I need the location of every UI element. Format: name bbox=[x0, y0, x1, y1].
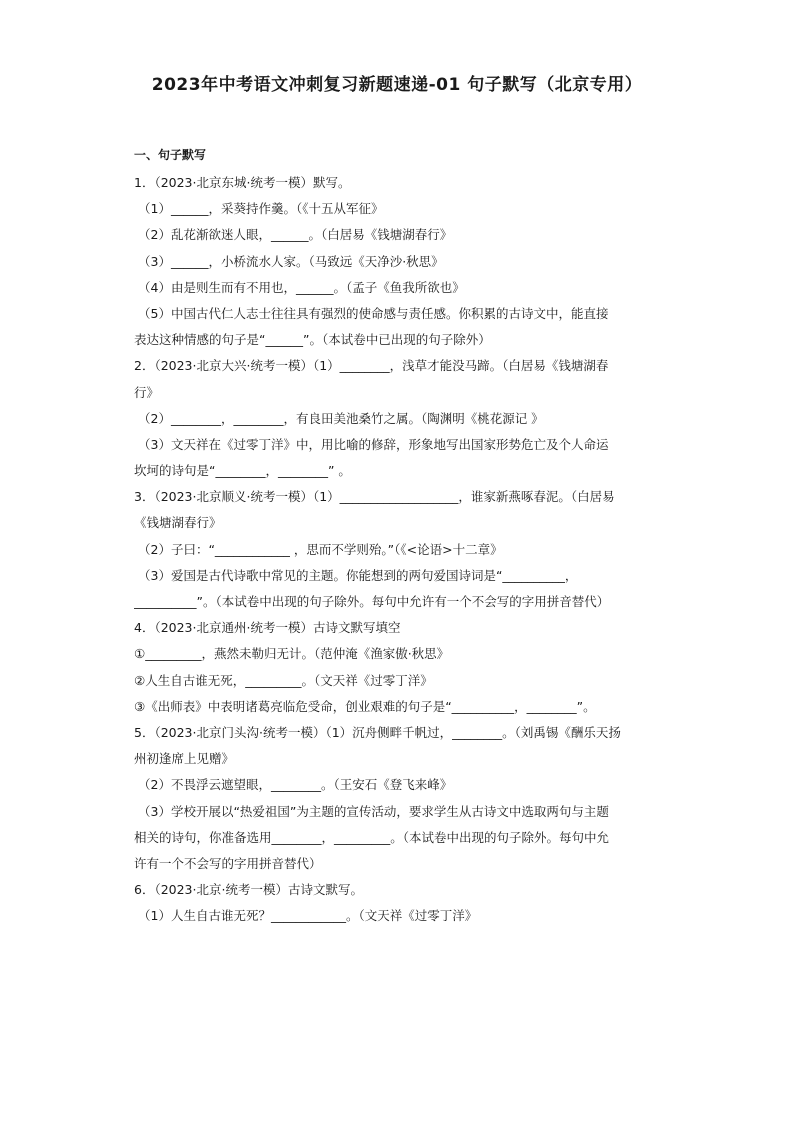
text-line: （3）文天祥在《过零丁洋》中，用比喻的修辞，形象地写出国家形势危亡及个人命运 bbox=[138, 436, 609, 452]
text-line: 2．（2023·北京大兴·统考一模）（1）________，浅草才能没马蹄。（白居易《钱塘湖春 bbox=[134, 358, 609, 374]
text-line: ②人生自古谁无死，_________。（文天祥《过零丁洋》 bbox=[134, 672, 433, 688]
text-line: （2）________，________，有良田美池桑竹之属。（陶渊明《桃花源记 》 bbox=[138, 410, 544, 426]
text-line: 相关的诗句，你准备选用________，_________。（本试卷中出现的句子除外。每句中允 bbox=[134, 829, 610, 845]
text-line: 州初逢席上见赠》 bbox=[134, 751, 235, 767]
text-line: ①_________，燕然未勒归无计。（范仲淹《渔家傲·秋思》 bbox=[134, 646, 450, 662]
text-line: （5）中国古代仁人志士往往具有强烈的使命感与责任感。你积累的古诗文中，能直接 bbox=[138, 305, 609, 321]
text-line: 5．（2023·北京门头沟·统考一模）（1）沉舟侧畔千帆过，________。（刘禹锡《酬乐天扬 bbox=[134, 724, 621, 740]
document-title: 2023年中考语文冲刺复习新题速递-01 句子默写（北京专用） bbox=[151, 75, 643, 95]
text-line: （3）学校开展以“热爱祖国”为主题的宣传活动，要求学生从古诗文中选取两句与主题 bbox=[138, 803, 609, 819]
text-line: 表达这种情感的句子是“______”。（本试卷中已出现的句子除外） bbox=[134, 332, 491, 348]
text-line: 1．（2023·北京东城·统考一模）默写。 bbox=[134, 175, 351, 190]
text-line: （4）由是则生而有不用也，______。（孟子《鱼我所欲也》 bbox=[138, 279, 465, 295]
text-line: 《钱塘湖春行》 bbox=[134, 515, 222, 531]
text-line: ③《出师表》中表明诸葛亮临危受命，创业艰难的句子是“__________，________”。 bbox=[134, 698, 596, 714]
text-line: （1）人生自古谁无死？____________。（文天祥《过零丁洋》 bbox=[138, 908, 478, 924]
text-line: （2）不畏浮云遮望眼，________。（王安石《登飞来峰》 bbox=[138, 777, 453, 793]
section-heading: 一、句子默写 bbox=[134, 148, 207, 162]
text-line: （2）子曰：“____________ ，思而不学则殆。”（《<论语>十二章》 bbox=[138, 541, 503, 557]
text-line: 6．（2023·北京·统考一模）古诗文默写。 bbox=[134, 882, 363, 898]
question-list bbox=[134, 170, 664, 929]
text-line: 3．（2023·北京顺义·统考一模）（1）___________________，谁家新燕啄春泥。（白居易 bbox=[134, 489, 615, 505]
text-line: （3）爱国是古代诗歌中常见的主题。你能想到的两句爱国诗词是“__________， bbox=[138, 567, 578, 583]
text-line: 4．（2023·北京通州·统考一模）古诗文默写填空 bbox=[134, 620, 401, 636]
text-line: （2）乱花渐欲迷人眼，______。（白居易《钱塘湖春行》 bbox=[138, 227, 453, 243]
text-line: 坎坷的诗句是“________，________” 。 bbox=[134, 463, 351, 479]
text-line: （1）______，采葵持作羹。（《十五从军征》 bbox=[138, 201, 384, 217]
text-line: （3）______，小桥流水人家。（马致远《天净沙·秋思》 bbox=[138, 253, 444, 269]
text-line: 行》 bbox=[134, 384, 160, 400]
text-line: 许有一个不会写的字用拼音替代） bbox=[134, 855, 322, 871]
text-line: __________”。（本试卷中出现的句子除外。每句中允许有一个不会写的字用拼音替代） bbox=[134, 594, 610, 609]
